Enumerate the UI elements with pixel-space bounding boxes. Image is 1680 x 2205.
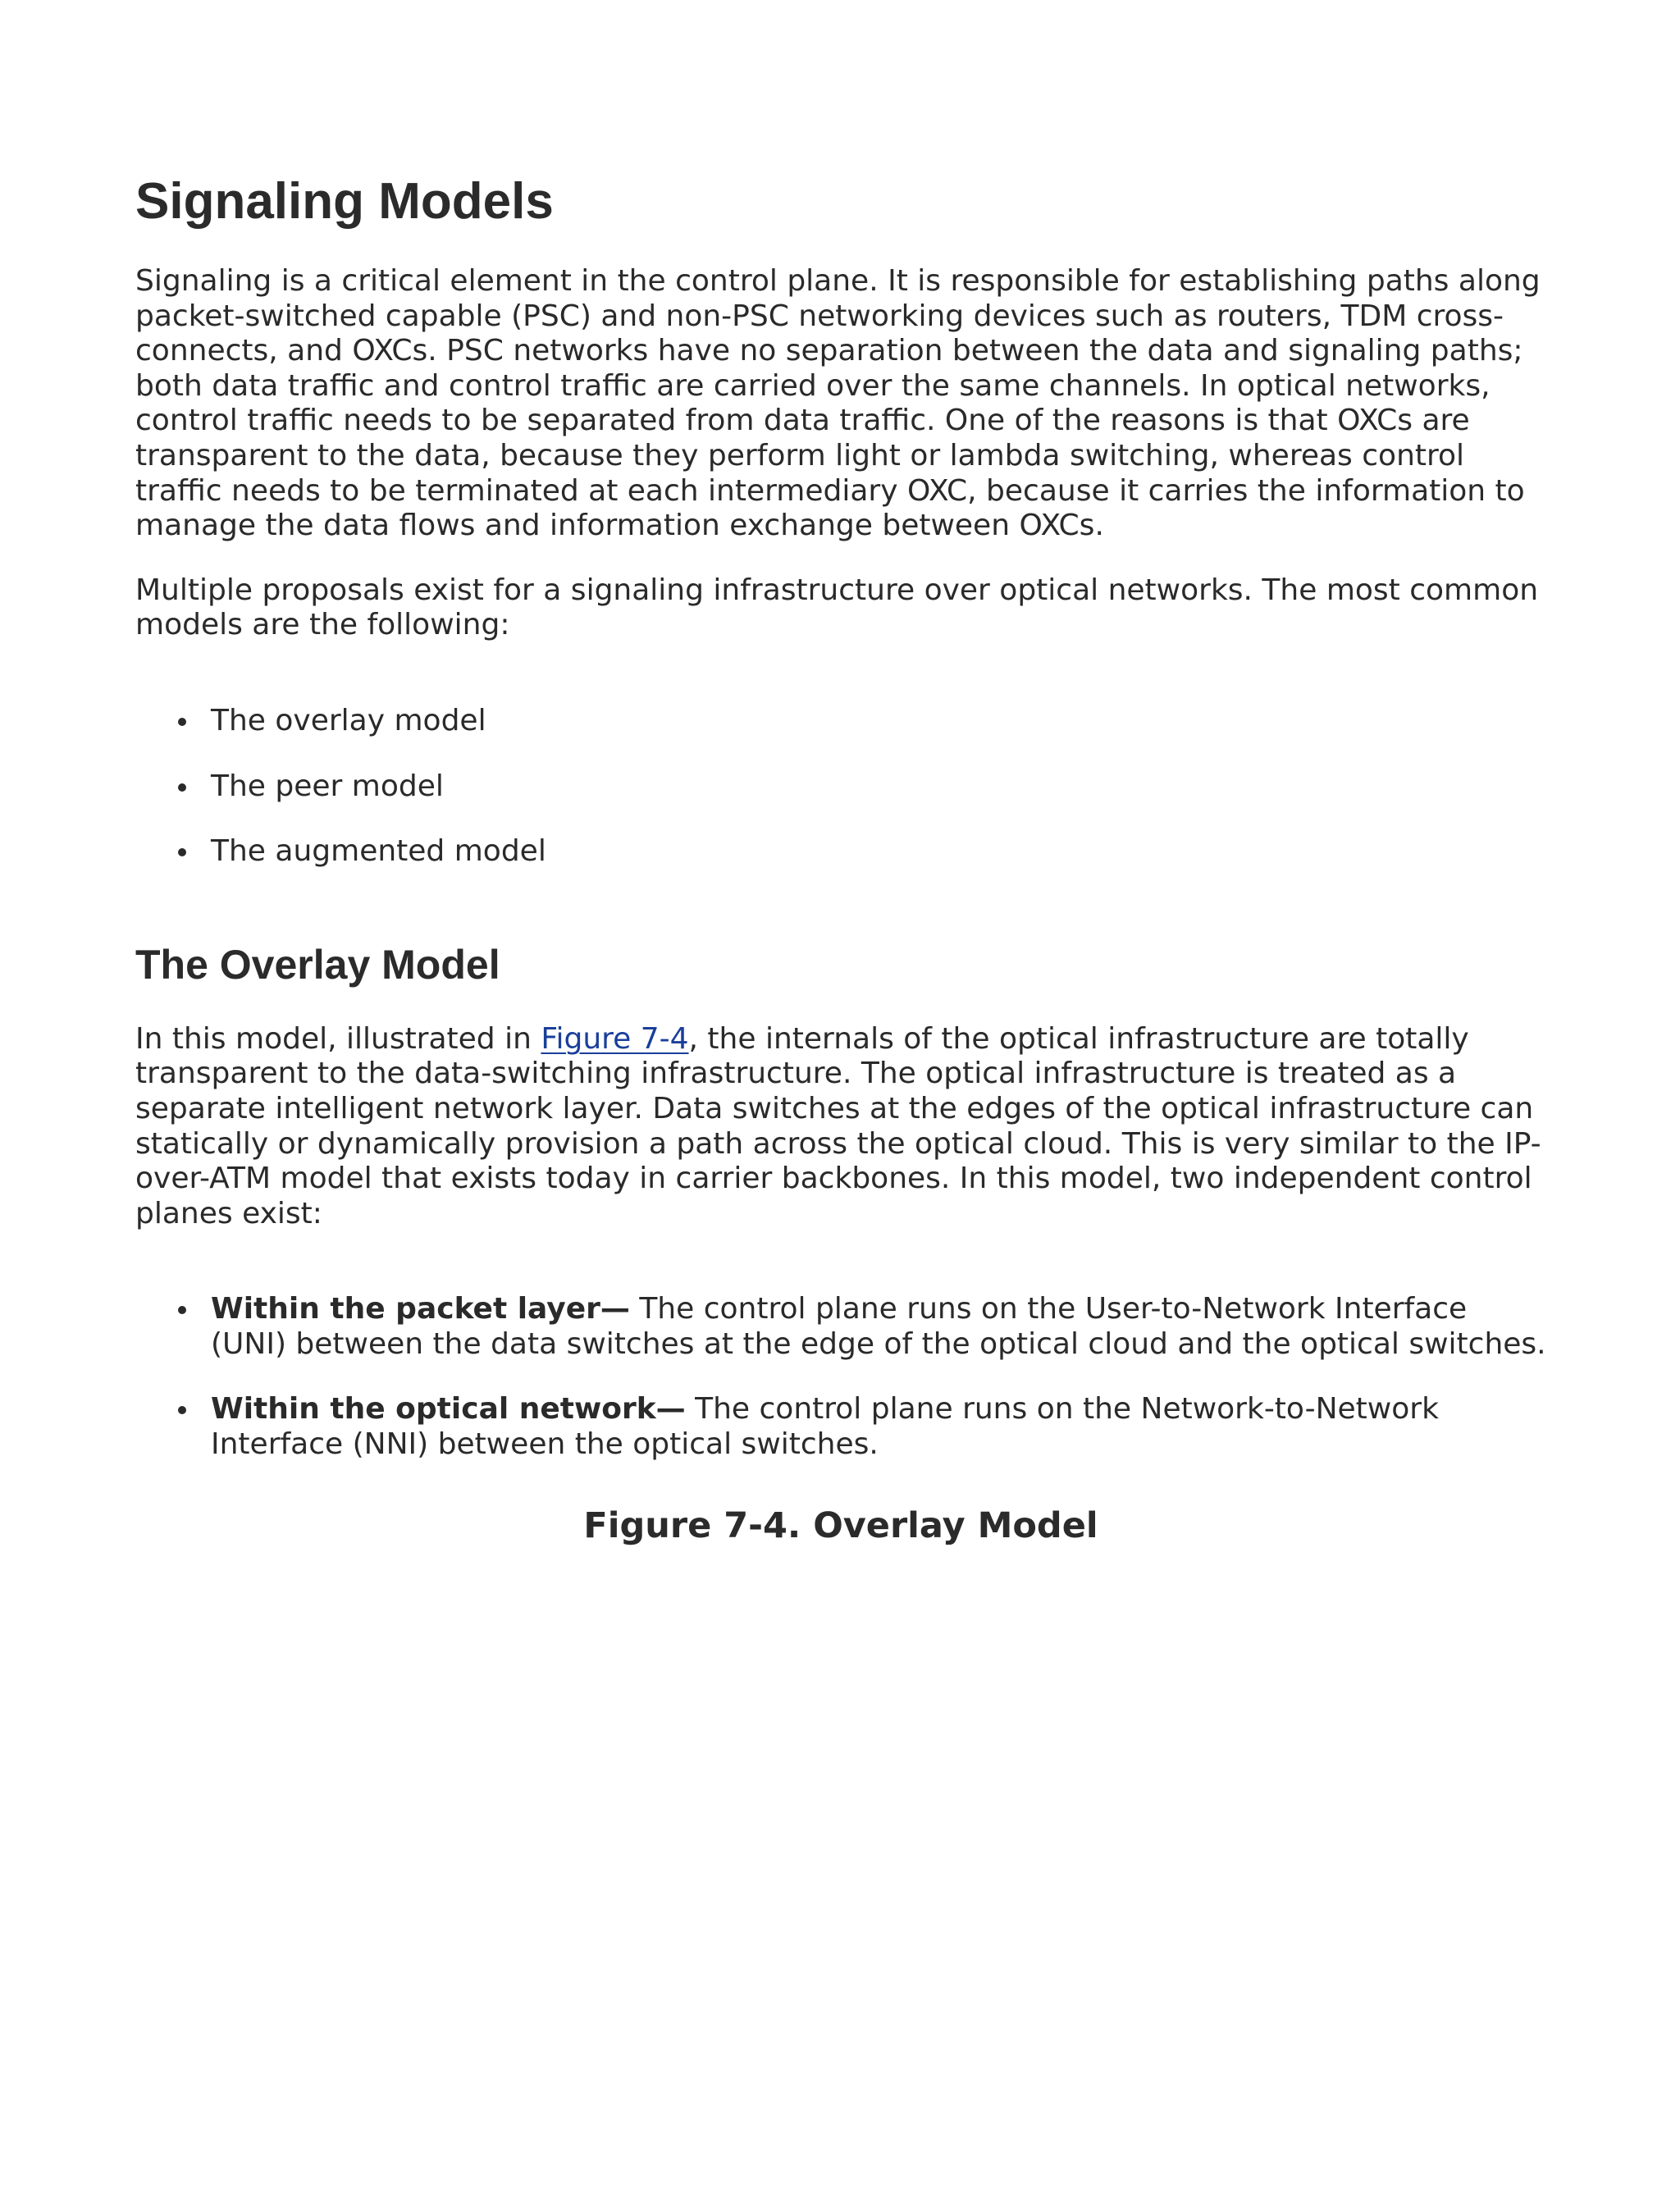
list-item	[135, 834, 1546, 870]
bullet-icon	[178, 1406, 186, 1414]
control-planes-list	[135, 1292, 1546, 1462]
overlay-text-after-link: , the internals of the optical infrastructure are totally transparent to the data-switching infrastructure. The optical infrastructure is treated as a separate intelligent network layer. Data switches at the edges of the optical infrastructure can statically or dynamically provision a path across the optical cloud. This is very similar to the IP-over-ATM model that exists today in carrier backbones. In this model, two independent control planes exist:	[135, 1021, 1541, 1230]
list-item-term: Within the optical network—	[211, 1392, 686, 1427]
proposals-paragraph: Multiple proposals exist for a signaling infrastructure over optical networks. The most common models are the following:	[135, 573, 1539, 642]
list-item	[135, 704, 1546, 739]
models-list	[135, 704, 1546, 870]
list-item-text: The overlay model	[211, 703, 486, 737]
figure-caption: Figure 7-4. Overlay Model	[583, 1504, 1098, 1546]
bullet-icon	[178, 783, 186, 792]
list-item-text: The control plane runs on the User-to-Network Interface (UNI) between the data switches at the edge of the optical cloud and the optical switches.	[211, 1292, 1546, 1361]
list-item-text: The augmented model	[211, 834, 546, 869]
bullet-icon	[178, 848, 186, 856]
list-item	[135, 769, 1546, 805]
list-item-text: The peer model	[211, 769, 444, 803]
list-item	[135, 1392, 1546, 1462]
figure-link[interactable]: Figure 7-4	[541, 1021, 689, 1056]
overlay-paragraph	[135, 1022, 1546, 1232]
list-item	[135, 1292, 1546, 1362]
section-heading: The Overlay Model	[135, 941, 500, 988]
page-title: Signaling Models	[135, 173, 554, 230]
intro-paragraph: Signaling is a critical element in the control plane. It is responsible for establishing paths along packet-switched capable (PSC) and non-PSC networking devices such as routers, TDM cross-connects, and OXCs. PSC networks have no separation between the data and signaling paths; both data traffic and control traffic are carried over the same channels. In optical networks, control traffic needs to be separated from data traffic. One of the reasons is that OXCs are transparent to the data, because they perform light or lambda switching, whereas control traffic needs to be terminated at each intermediary OXC, because it carries the information to manage the data flows and information exchange between OXCs.	[135, 264, 1541, 543]
document-page	[135, 172, 1546, 1546]
list-item-text: The control plane runs on the Network-to-Network Interface (NNI) between the optical switches.	[211, 1392, 1439, 1462]
list-item-term: Within the packet layer—	[211, 1292, 630, 1326]
overlay-text-before-link: In this model, illustrated in	[135, 1021, 541, 1056]
bullet-icon	[178, 718, 186, 726]
bullet-icon	[178, 1306, 186, 1314]
